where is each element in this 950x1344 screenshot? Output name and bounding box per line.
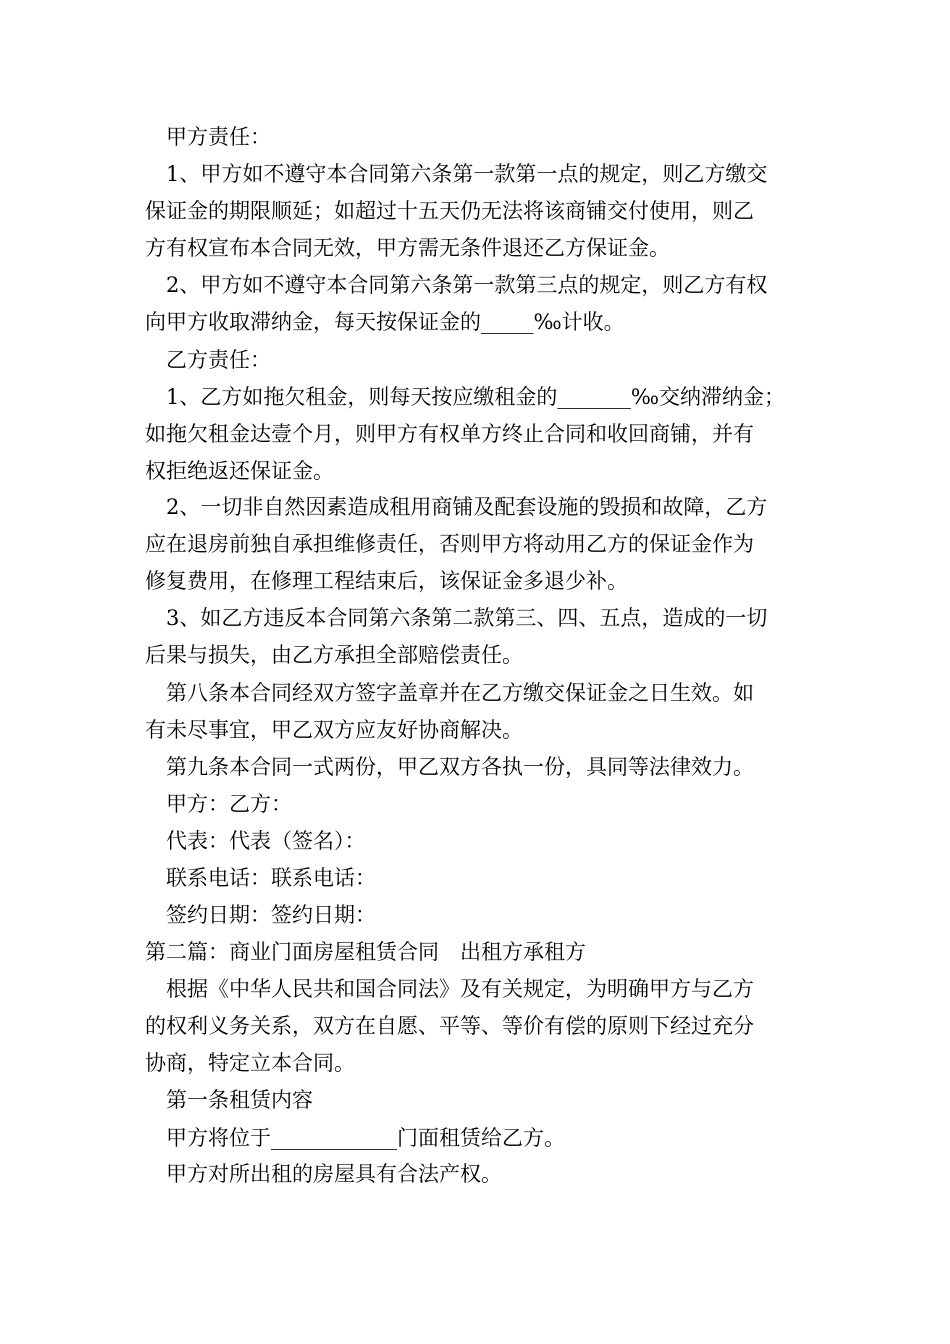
text-line: 1、甲方如不遵守本合同第六条第一款第一点的规定，则乙方缴交: [145, 162, 768, 186]
text-line: 代表：代表（签名）：: [145, 829, 366, 853]
text-line: 向甲方收取滞纳金，每天按保证金的_____‰计收。: [145, 310, 625, 334]
text-line: 第八条本合同经双方签字盖章并在乙方缴交保证金之日生效。如: [145, 681, 754, 705]
text-line: 甲方：乙方：: [145, 792, 292, 816]
text-line: 协商，特定立本合同。: [145, 1051, 355, 1075]
section-title: 第二篇：商业门面房屋租赁合同 出租方承租方: [145, 940, 586, 964]
text-line: 甲方责任：: [145, 125, 271, 149]
text-line: 第九条本合同一式两份，甲乙双方各执一份，具同等法律效力。: [145, 755, 754, 779]
text-line: 甲方对所出租的房屋具有合法产权。: [145, 1162, 502, 1186]
text-line: 第一条租赁内容: [145, 1088, 313, 1112]
text-line: 的权利义务关系，双方在自愿、平等、等价有偿的原则下经过充分: [145, 1014, 754, 1038]
text-line: 根据《中华人民共和国合同法》及有关规定，为明确甲方与乙方: [145, 977, 754, 1001]
text-line: 有未尽事宜，甲乙双方应友好协商解决。: [145, 718, 523, 742]
text-line: 应在退房前独自承担维修责任，否则甲方将动用乙方的保证金作为: [145, 532, 754, 556]
text-line: 方有权宣布本合同无效，甲方需无条件退还乙方保证金。: [145, 236, 670, 260]
text-line: 签约日期：签约日期：: [145, 903, 376, 927]
text-line: 1、乙方如拖欠租金，则每天按应缴租金的_______‰交纳滞纳金；: [145, 385, 786, 409]
text-line: 修复费用，在修理工程结束后，该保证金多退少补。: [145, 569, 628, 593]
text-line: 权拒绝返还保证金。: [145, 459, 334, 483]
text-line: 3、如乙方违反本合同第六条第二款第三、四、五点，造成的一切: [145, 606, 768, 630]
text-line: 乙方责任：: [145, 348, 271, 372]
text-line: 保证金的期限顺延；如超过十五天仍无法将该商铺交付使用，则乙: [145, 199, 754, 223]
text-line: 2、一切非自然因素造成租用商铺及配套设施的毁损和故障，乙方: [145, 495, 768, 519]
text-line: 如拖欠租金达壹个月，则甲方有权单方终止合同和收回商铺，并有: [145, 422, 754, 446]
text-line: 甲方将位于____________门面租赁给乙方。: [145, 1126, 565, 1150]
text-line: 2、甲方如不遵守本合同第六条第一款第三点的规定，则乙方有权: [145, 273, 768, 297]
text-line: 后果与损失，由乙方承担全部赔偿责任。: [145, 643, 523, 667]
text-line: 联系电话：联系电话：: [145, 866, 376, 890]
